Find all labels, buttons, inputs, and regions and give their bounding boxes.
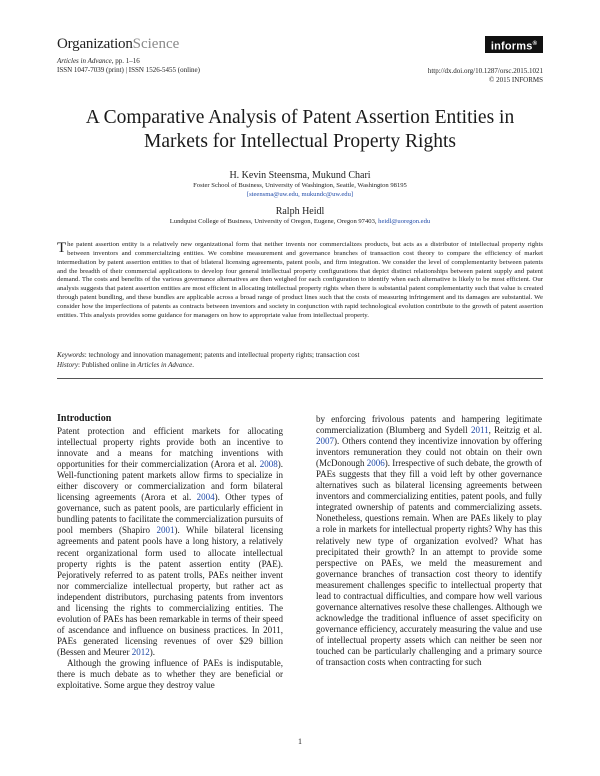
title-line-2: Markets for Intellectual Property Rights bbox=[144, 131, 456, 152]
author-names-2: Ralph Heidl bbox=[275, 206, 325, 217]
bracket-open: [ bbox=[246, 190, 250, 198]
doi-link[interactable]: http://dx.doi.org/10.1287/orsc.2015.1021 bbox=[427, 67, 543, 75]
text-run: by enforcing frivolous patents and hampering legitimate commercialization (Blumberg and Sydell bbox=[316, 414, 542, 436]
text-run: ). Other types of governance, such as patent pools, are particularly efficient in bundling patents to facilitate the commercialization pursuits of pool members (Shapiro bbox=[57, 492, 284, 536]
email-link-chari[interactable]: mukundc@uw.edu bbox=[301, 190, 351, 198]
citation-link[interactable]: 2011 bbox=[470, 425, 489, 436]
keywords-text: : technology and innovation management; patents and intellectual property rights; transaction cost bbox=[84, 351, 360, 359]
journal-issue-line bbox=[57, 57, 200, 66]
intro-paragraph-1 bbox=[57, 426, 283, 658]
affiliation-text-2: Lundquist College of Business, University of Oregon, Eugene, Oregon 97403, bbox=[169, 218, 379, 225]
text-run: ). Irrespective of such debate, the growth of PAEs suggests that they fill a void left by other governance alternatives such as bilateral licensing agreements between inventors and commercializing entities, patent pools, and fully integrated ownership of patents and commercializing assets. Nonetheless, questions remain. When are PAEs likely to play a role in markets for intellectual property rights? Why has this relatively new type of organization evolved? What has precipitated their growth? In an attempt to provide some perspective on PAEs, we meld the measurement and governance branches of transaction cost theory to identify measurement challenges specific to intellectual property that lead to contractual difficulties, and compare how well various governance alternatives resolve these challenges. Although we acknowledge the traditional influence of asset specificity on governance efficiency, accurately measuring the value and use of intellectual property assets which can neither be seen nor touched can be particularly challenging and a primary source of transaction costs when contracting for such bbox=[316, 458, 542, 668]
author-affiliation-2 bbox=[40, 218, 560, 227]
journal-logo bbox=[57, 36, 179, 52]
history-italic: Articles in Advance bbox=[137, 360, 193, 369]
abstract-dropcap: T bbox=[57, 240, 67, 256]
section-heading-introduction: Introduction bbox=[57, 413, 112, 424]
abstract-divider bbox=[57, 378, 543, 379]
page-number: 1 bbox=[298, 737, 302, 746]
body-column-left bbox=[57, 426, 283, 691]
journal-meta bbox=[57, 57, 200, 75]
citation-link[interactable]: 2012 bbox=[131, 646, 150, 657]
history-text: : Published online in bbox=[78, 360, 138, 369]
informs-logo-text: informs bbox=[490, 40, 533, 53]
author-names-1: H. Kevin Steensma, Mukund Chari bbox=[229, 170, 371, 181]
abstract bbox=[57, 241, 543, 321]
title-line-1: A Comparative Analysis of Patent Assertion Entities in bbox=[85, 107, 515, 128]
author-affiliation-1: Foster School of Business, University of Washington, Seattle, Washington 98195 bbox=[193, 182, 407, 189]
citation-link[interactable]: 2008 bbox=[259, 459, 278, 470]
citation-link[interactable]: 2004 bbox=[196, 492, 215, 503]
text-run: ). bbox=[149, 646, 155, 657]
author-block-1 bbox=[40, 170, 560, 199]
text-run: , Reitzig et al. bbox=[488, 425, 543, 436]
author-emails-1 bbox=[40, 191, 560, 200]
text-run: ). While bilateral licensing agreements and patent pools have a long history, a relatively recent organizational form used to allocate intellectual property rights is the patent assertion entity (PAE). Pejoratively referred to as patent trolls, PAEs neither invent nor commercialize intellectual property, but rather act as independent distributors, purchasing patents from inventors and licensing the rights to commercializing entities. The evolution of PAEs has been remarkable in terms of their speed of ascendance and influence on business practices. In 2011, PAEs generated licensing revenues of over $29 billion (Bessen and Meurer bbox=[57, 525, 283, 657]
keywords-label: Keywords bbox=[57, 351, 85, 359]
informs-logo bbox=[485, 36, 543, 53]
intro-paragraph-2-continued bbox=[316, 414, 542, 668]
email-separator: , bbox=[298, 190, 302, 198]
text-run: Patent protection and efficient markets for allocating intellectual property rights provide both an incentive to innovate and a means for matching inventions with opportunities for their commercialization (Arora et al. bbox=[57, 426, 283, 470]
intro-paragraph-2: Although the growing influence of PAEs is indisputable, there is much debate as to whether they are beneficial or exploitative. Some argue they destroy value bbox=[57, 657, 283, 691]
bracket-close: ] bbox=[350, 190, 354, 198]
citation-link[interactable]: 2007 bbox=[316, 436, 334, 447]
history-line bbox=[57, 361, 543, 371]
keywords-block bbox=[57, 351, 543, 370]
page-range: , pp. 1–16 bbox=[111, 57, 140, 65]
citation-link[interactable]: 2006 bbox=[366, 458, 385, 469]
email-link-steensma[interactable]: steensma@uw.edu bbox=[249, 190, 299, 198]
citation-link[interactable]: 2001 bbox=[156, 525, 175, 536]
author-block-2 bbox=[40, 206, 560, 227]
publication-meta bbox=[428, 67, 543, 85]
text-run: ). Well-functioning patent markets allow firms to specialize in either discovery or commercialization and form bilateral licensing agreements (Arora et al. bbox=[57, 459, 283, 503]
paper-title bbox=[40, 106, 560, 154]
text-run: ). Others contend they incentivize innovation by offering inventors remuneration they could not obtain on their own (McDonough bbox=[316, 436, 542, 469]
informs-registered-mark: ® bbox=[532, 41, 538, 47]
journal-name-science: Science bbox=[132, 36, 180, 52]
journal-name-organization: Organization bbox=[57, 36, 133, 52]
keywords-line bbox=[57, 351, 543, 361]
issn-line: ISSN 1047-7039 (print) | ISSN 1526-5455 (online) bbox=[57, 66, 200, 74]
history-end: . bbox=[192, 360, 194, 369]
copyright: © 2015 INFORMS bbox=[489, 76, 543, 84]
history-label: History bbox=[57, 360, 78, 369]
abstract-text: he patent assertion entity is a relatively new organizational form that neither invents nor commercializes products, but acts as a distributor of intellectual property rights between inventors and commercializing entities. We combine measurement and governance branches of transaction cost theory to compare the efficiency of market intermediation by patent assertion entities to that of bilateral licensing agreements, patent pools, and firm integration. We consider the level of complementarity between patents and the breadth of their commercial applications to develop four general intellectual property configurations that depict distinct relationships between patent supply and patent demand. The costs and benefits of the various governance alternatives are then weighed for each configuration to identify when each alternative is likely to be most efficient. Our analysis suggests that patent assertion entities are most efficient in allocating intellectual property rights when there is substantial patent complementarity such that value is created through patent bundling, and these bundles are applicable across a broad range of product lines such that the costs of measuring infringement and its damages are substantial. We consider how the imperfections of patents as contracts between inventors and society in conjunction with rapid technological evolution contribute to the growth of patent assertion entities. This analysis provides some guidance for managers on how to appropriate value from intellectual property. bbox=[57, 241, 543, 319]
email-link-heidl[interactable]: heidl@uoregon.edu bbox=[378, 218, 431, 225]
body-column-right bbox=[316, 414, 542, 668]
articles-in-advance: Articles in Advance bbox=[57, 57, 112, 65]
